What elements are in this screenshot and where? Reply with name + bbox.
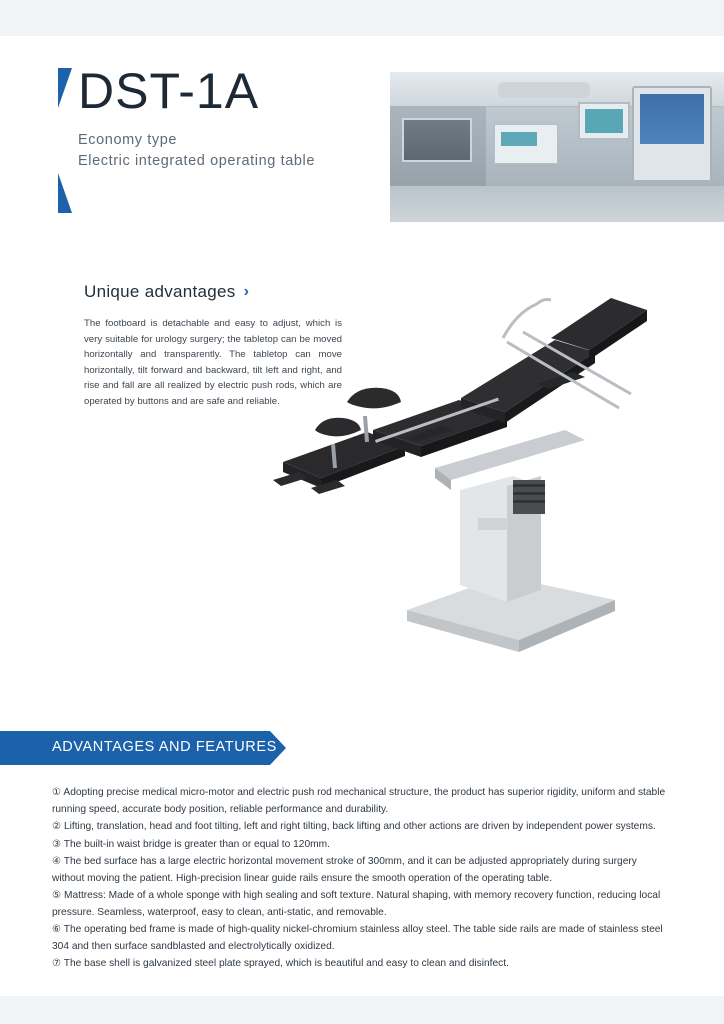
product-image — [255, 280, 685, 700]
photo-surgical-lamp — [498, 82, 590, 98]
unique-advantages-title: Unique advantages — [84, 282, 236, 301]
feature-item: ⑥ The operating bed frame is made of high-quality nickel-chromium stainless alloy steel. The table side rails are made of stainless steel 304 and then surface sandblasted and electrolytically oxidized. — [52, 924, 663, 952]
header-bracket-icon — [58, 68, 76, 208]
feature-item: ② Lifting, translation, head and foot tilting, left and right tilting, back lifting and other actions are driven by independent power systems. — [52, 821, 656, 833]
chevron-right-icon: › — [243, 283, 250, 300]
product-subtitle — [78, 130, 315, 172]
feature-item: ① Adopting precise medical micro-motor and electric push rod mechanical structure, the product has superior rigidity, uniform and stable running speed, accurate body position, reliable performance and durability. — [52, 787, 666, 815]
feature-item: ⑦ The base shell is galvanized steel plate sprayed, which is beautiful and easy to clean and disinfect. — [52, 958, 509, 970]
features-bracket-icon — [34, 731, 48, 765]
photo-monitor-primary — [632, 86, 712, 182]
operating-room-photo — [390, 72, 724, 222]
photo-monitor-secondary — [578, 102, 630, 140]
page-title: DST-1A — [78, 63, 260, 119]
features-list — [52, 785, 670, 974]
features-band — [0, 725, 724, 773]
photo-floor — [390, 186, 724, 222]
top-band — [0, 0, 724, 36]
photo-window — [402, 118, 472, 162]
title-block — [78, 63, 316, 172]
feature-item: ⑤ Mattress: Made of a whole sponge with high sealing and soft texture. Natural shaping, with memory recovery function, reducing local pressure. Seamless, waterproof, easy to clean, anti-static, and removable. — [52, 890, 661, 918]
features-section-title: ADVANTAGES AND FEATURES — [52, 739, 277, 755]
feature-item: ④ The bed surface has a large electric horizontal movement stroke of 300mm, and it can be adjusted appropriately during surgery without moving the patient. High-precision linear guide rails ensure the smooth operation of the operating table. — [52, 856, 637, 884]
subtitle-line-1: Economy type — [78, 132, 178, 148]
bottom-band — [0, 996, 724, 1024]
subtitle-line-2: Electric integrated operating table — [78, 153, 316, 170]
photo-medical-device — [494, 124, 558, 164]
feature-item: ③ The built-in waist bridge is greater than or equal to 120mm. — [52, 838, 330, 850]
unique-advantages-body: The footboard is detachable and easy to adjust, which is very suitable for urology surgery; the tabletop can be moved horizontally and transparently. The tabletop can move horizontally, tilt forward and backward, tilt left and right, and rise and fall are all realized by electric push rods, which are operated by buttons and are safe and reliable. — [84, 318, 342, 407]
header — [0, 36, 724, 231]
